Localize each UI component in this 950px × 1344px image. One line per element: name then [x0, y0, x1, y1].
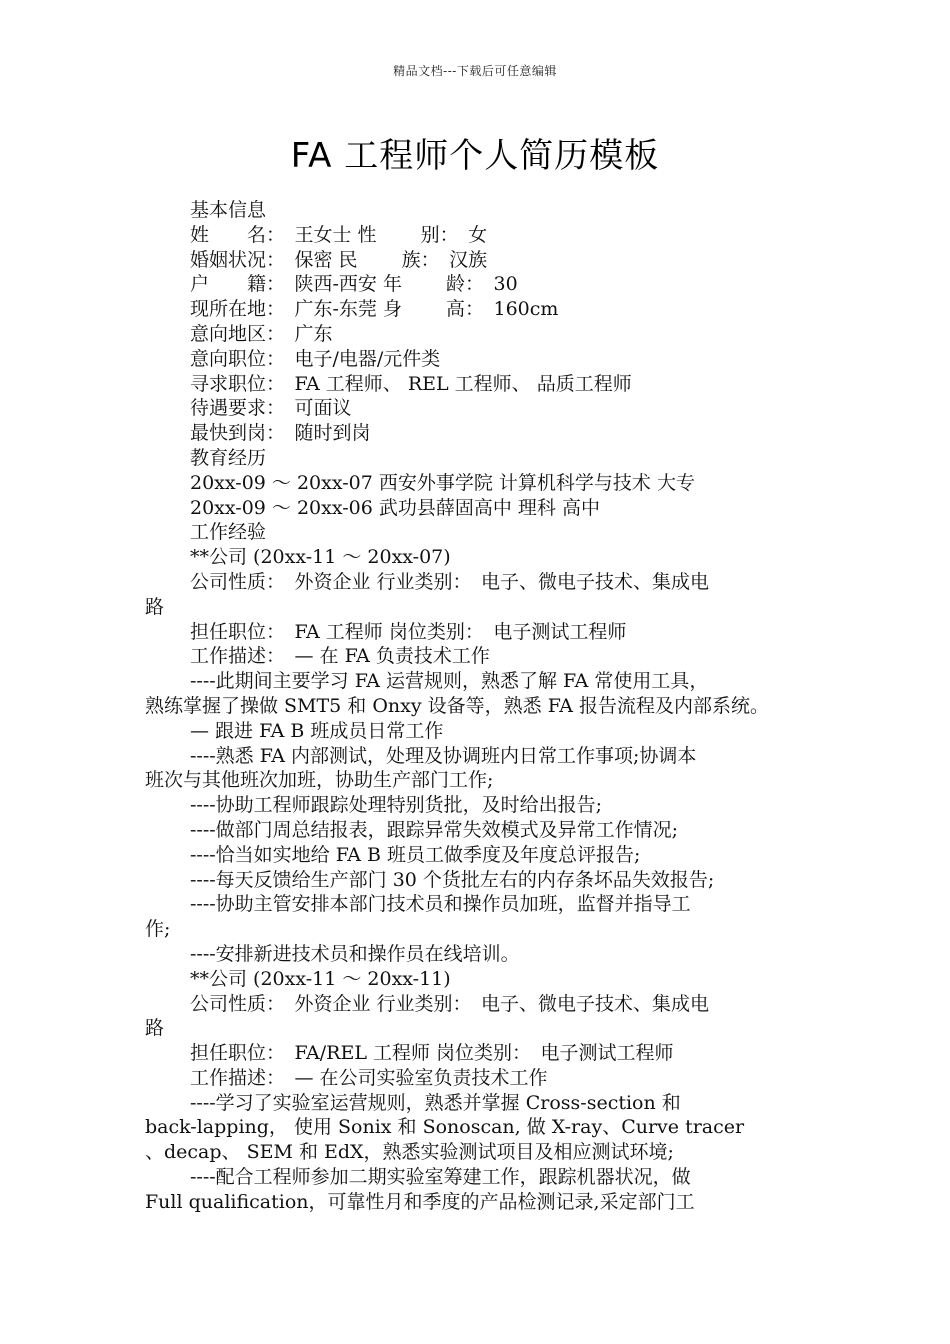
- text-line: ----协助主管安排本部门技术员和操作员加班，监督并指导工: [190, 893, 691, 916]
- text-line: 现所在地： 广东-东莞 身 高： 160cm: [190, 298, 559, 321]
- text-line: 意向地区： 广东: [190, 322, 333, 345]
- text-line: ----协助工程师跟踪处理特别货批，及时给出报告;: [190, 794, 603, 817]
- text-line: 、decap、 SEM 和 EdX，熟悉实验测试项目及相应测试环境;: [145, 1141, 674, 1164]
- text-line: **公司 (20xx-11 ～ 20xx-07): [190, 546, 451, 569]
- text-line: 公司性质： 外资企业 行业类别： 电子、微电子技术、集成电: [190, 570, 710, 593]
- text-line: ----学习了实验室运营规则，熟悉并掌握 Cross-section 和: [190, 1091, 681, 1114]
- text-line: 熟练掌握了操做 SMT5 和 Onxy 设备等，熟悉 FA 报告流程及内部系统。: [145, 694, 769, 717]
- text-line: ----做部门周总结报表，跟踪异常失效模式及异常工作情况;: [190, 818, 679, 841]
- text-line: 教育经历: [190, 446, 267, 469]
- text-line: 工作描述： — 在 FA 负责技术工作: [190, 645, 490, 668]
- text-line: ----恰当如实地给 FA B 班员工做季度及年度总评报告;: [190, 843, 641, 866]
- document-title: FA 工程师个人简历模板: [290, 136, 660, 176]
- text-line: ----此期间主要学习 FA 运营规则，熟悉了解 FA 常使用工具，: [190, 670, 709, 693]
- text-line: 待遇要求： 可面议: [190, 397, 352, 420]
- text-line: 户 籍： 陕西-西安 年 龄： 30: [190, 273, 518, 296]
- text-line: ----配合工程师参加二期实验室筹建工作，跟踪机器状况，做: [190, 1166, 691, 1189]
- text-line: 寻求职位： FA 工程师、 REL 工程师、 品质工程师: [190, 372, 632, 395]
- text-line: 意向职位： 电子/电器/元件类: [190, 347, 441, 370]
- text-line: — 跟进 FA B 班成员日常工作: [190, 719, 444, 742]
- text-line: 工作经验: [190, 521, 267, 544]
- text-line: 担任职位： FA 工程师 岗位类别： 电子测试工程师: [190, 620, 627, 643]
- text-line: 20xx-09 ～ 20xx-07 西安外事学院 计算机科学与技术 大专: [190, 471, 695, 494]
- text-line: 基本信息: [190, 199, 267, 221]
- resume-body: [145, 198, 810, 1215]
- text-line: 最快到岗： 随时到岗: [190, 422, 371, 445]
- text-line: 公司性质： 外资企业 行业类别： 电子、微电子技术、集成电: [190, 992, 710, 1015]
- text-line: 路: [145, 1017, 165, 1040]
- text-line: 20xx-09 ～ 20xx-06 武功县薛固高中 理科 高中: [190, 496, 600, 519]
- text-line: 担任职位： FA/REL 工程师 岗位类别： 电子测试工程师: [190, 1042, 674, 1065]
- text-line: ----安排新进技术员和操作员在线培训。: [190, 942, 520, 965]
- text-line: 班次与其他班次加班，协助生产部门工作;: [145, 769, 494, 792]
- text-line: back-lapping， 使用 Sonix 和 Sonoscan, 做 X-ray、Curve tracer: [145, 1116, 745, 1139]
- text-line: 作;: [145, 918, 171, 941]
- text-line: ----熟悉 FA 内部测试，处理及协调班内日常工作事项;协调本: [190, 744, 697, 767]
- text-line: **公司 (20xx-11 ～ 20xx-11): [190, 967, 451, 990]
- text-line: 路: [145, 595, 165, 618]
- header-note: 精品文档---下载后可任意编辑: [393, 64, 557, 78]
- text-line: Full qualification，可靠性月和季度的产品检测记录,采定部门工: [145, 1190, 695, 1213]
- text-line: 工作描述： — 在公司实验室负责技术工作: [190, 1066, 548, 1089]
- text-line: 婚姻状况： 保密 民 族： 汉族: [190, 248, 488, 271]
- text-line: 姓 名： 王女士 性 别： 女: [190, 223, 488, 246]
- text-line: ----每天反馈给生产部门 30 个货批左右的内存条坏品失效报告;: [190, 868, 715, 891]
